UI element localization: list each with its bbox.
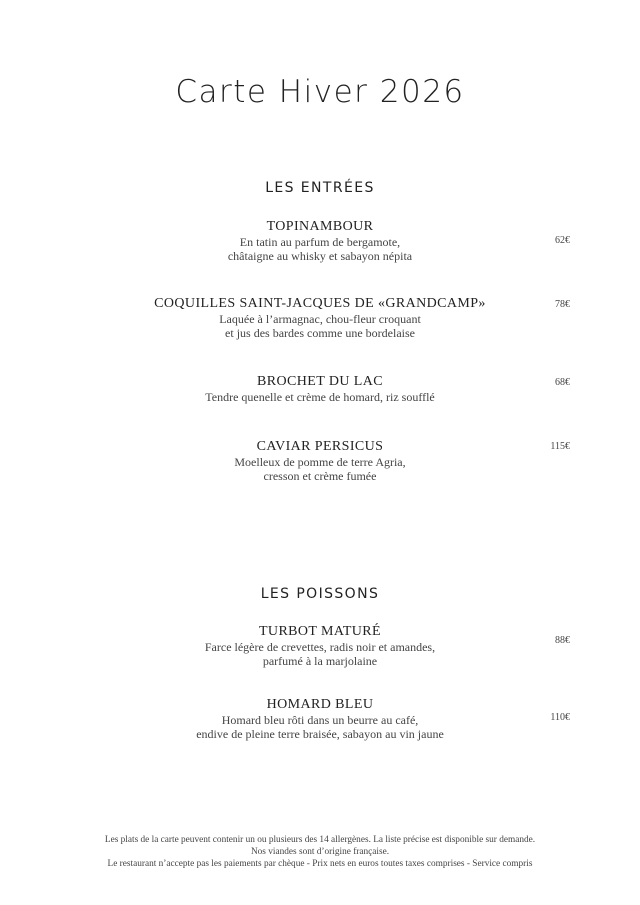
dish-description: Laquée à l’armagnac, chou-fleur croquant — [219, 312, 421, 326]
dish-name: CAVIAR PERSICUS — [256, 439, 384, 454]
dish-price: 110€ — [550, 712, 570, 723]
dish-description: Moelleux de pomme de terre Agria, — [234, 455, 406, 469]
dish-price: 88€ — [555, 635, 570, 646]
dish-price: 62€ — [555, 235, 570, 246]
dish-brochet — [100, 374, 540, 404]
dish-caviar — [100, 439, 540, 483]
dish-price: 68€ — [555, 377, 570, 388]
dish-name: HOMARD BLEU — [266, 697, 374, 712]
dish-turbot — [100, 624, 540, 668]
footer-allergens: Les plats de la carte peuvent contenir un ou plusieurs des 14 allergènes. La liste précise est disponible sur demande. — [104, 835, 536, 845]
dish-price: 78€ — [555, 299, 570, 310]
section-title-poissons: LES POISSONS — [260, 586, 380, 602]
dish-name: TURBOT MATURÉ — [258, 624, 381, 639]
footer-payment: Le restaurant n’accepte pas les paiements par chèque - Prix nets en euros toutes taxes comprises - Service compris — [107, 859, 533, 869]
dish-coquilles — [100, 296, 540, 340]
dish-homard — [100, 697, 540, 741]
dish-name: COQUILLES SAINT-JACQUES DE «GRANDCAMP» — [154, 296, 486, 311]
dish-description: parfumé à la marjolaine — [262, 654, 378, 668]
dish-description: châtaigne au whisky et sabayon népita — [227, 249, 413, 263]
dish-description: En tatin au parfum de bergamote, — [239, 235, 401, 249]
dish-description: et jus des bardes comme une bordelaise — [225, 326, 415, 340]
dish-topinambour — [100, 219, 540, 263]
footer-notes — [0, 834, 640, 870]
dish-description: cresson et crème fumée — [263, 469, 377, 483]
dish-price: 115€ — [550, 441, 570, 452]
dish-description: Homard bleu rôti dans un beurre au café, — [221, 713, 419, 727]
dish-description: endive de pleine terre braisée, sabayon au vin jaune — [196, 727, 444, 741]
footer-origin: Nos viandes sont d’origine française. — [250, 847, 390, 857]
dish-description: Farce légère de crevettes, radis noir et amandes, — [204, 640, 436, 654]
dish-name: BROCHET DU LAC — [257, 374, 383, 389]
dish-name: TOPINAMBOUR — [266, 219, 374, 234]
menu-title: Carte Hiver 2026 — [175, 74, 465, 110]
dish-description: Tendre quenelle et crème de homard, riz soufflé — [205, 390, 435, 404]
section-title-entrees: LES ENTRÉES — [265, 180, 375, 196]
